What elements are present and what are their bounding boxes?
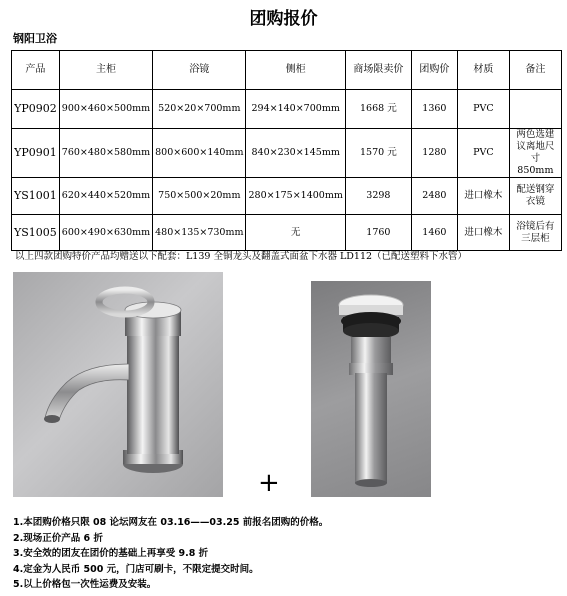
cell-mirror: 800×600×140mm (153, 129, 246, 178)
header-product: 产品 (12, 51, 60, 90)
drain-image (311, 281, 431, 497)
cell-product: YS1001 (12, 178, 60, 215)
header-side-cabinet: 侧柜 (246, 51, 345, 90)
header-group-price: 团购价 (411, 51, 457, 90)
cell-remarks (509, 90, 561, 129)
cell-mall-price: 3298 (345, 178, 411, 215)
terms-list (13, 515, 328, 593)
cell-group-price: 1280 (411, 129, 457, 178)
cell-side-cabinet: 280×175×1400mm (246, 178, 345, 215)
header-main-cabinet: 主柜 (59, 51, 152, 90)
term-item: 1.本团购价格只限 08 论坛网友在 03.16——03.25 前报名团购的价格。 (13, 517, 329, 528)
drain-photo (311, 281, 431, 497)
header-mall-price: 商场限卖价 (345, 51, 411, 90)
cell-group-price: 2480 (411, 178, 457, 215)
faucet-photo (13, 272, 223, 497)
table-row (12, 129, 562, 178)
cell-product: YP0902 (12, 90, 60, 129)
cell-side-cabinet: 840×230×145mm (246, 129, 345, 178)
plus-sign: + (258, 468, 280, 498)
price-table (11, 50, 562, 251)
term-item: 5.以上价格包一次性运费及安装。 (13, 579, 157, 591)
cell-product: YP0901 (12, 129, 60, 178)
cell-product: YS1005 (12, 215, 60, 251)
header-material: 材质 (457, 51, 509, 90)
term-item: 2.现场正价产品 6 折 (13, 532, 103, 544)
term-item: 4.定金为人民币 500 元，门店可刷卡，不限定提交时间。 (13, 563, 259, 575)
cell-mirror: 750×500×20mm (153, 178, 246, 215)
table-row (12, 178, 562, 215)
gift-note: 以上四款团购特价产品均赠送以下配套：L139 全铜龙头及翻盖式面盆下水器 LD112（已配送塑料下水管） (15, 251, 468, 262)
header-mirror: 浴镜 (153, 51, 246, 90)
cell-remarks: 配送钢穿衣镜 (509, 178, 561, 215)
cell-group-price: 1360 (411, 90, 457, 129)
table-header-row (12, 51, 562, 90)
cell-material: PVC (457, 90, 509, 129)
page-title: 团购报价 (249, 9, 318, 29)
cell-main-cabinet: 900×460×500mm (59, 90, 152, 129)
cell-side-cabinet: 无 (246, 215, 345, 251)
cell-mall-price: 1570 元 (345, 129, 411, 178)
cell-mall-price: 1668 元 (345, 90, 411, 129)
cell-main-cabinet: 760×480×580mm (59, 129, 152, 178)
header-remarks: 备注 (509, 51, 561, 90)
term-item: 3.安全效的团友在团价的基础上再享受 9.8 折 (13, 548, 209, 560)
cell-main-cabinet: 620×440×520mm (59, 178, 152, 215)
cell-mall-price: 1760 (345, 215, 411, 251)
cell-remarks: 两色选建议离地尺寸 850mm (509, 129, 561, 178)
brand-name: 钢阳卫浴 (13, 32, 57, 45)
cell-mirror: 480×135×730mm (153, 215, 246, 251)
cell-material: PVC (457, 129, 509, 178)
cell-side-cabinet: 294×140×700mm (246, 90, 345, 129)
cell-main-cabinet: 600×490×630mm (59, 215, 152, 251)
table-row (12, 215, 562, 251)
table-row (12, 90, 562, 129)
cell-material: 进口橡木 (457, 215, 509, 251)
cell-remarks: 浴镜后有三层柜 (509, 215, 561, 251)
cell-material: 进口橡木 (457, 178, 509, 215)
faucet-image (13, 272, 223, 497)
cell-mirror: 520×20×700mm (153, 90, 246, 129)
cell-group-price: 1460 (411, 215, 457, 251)
